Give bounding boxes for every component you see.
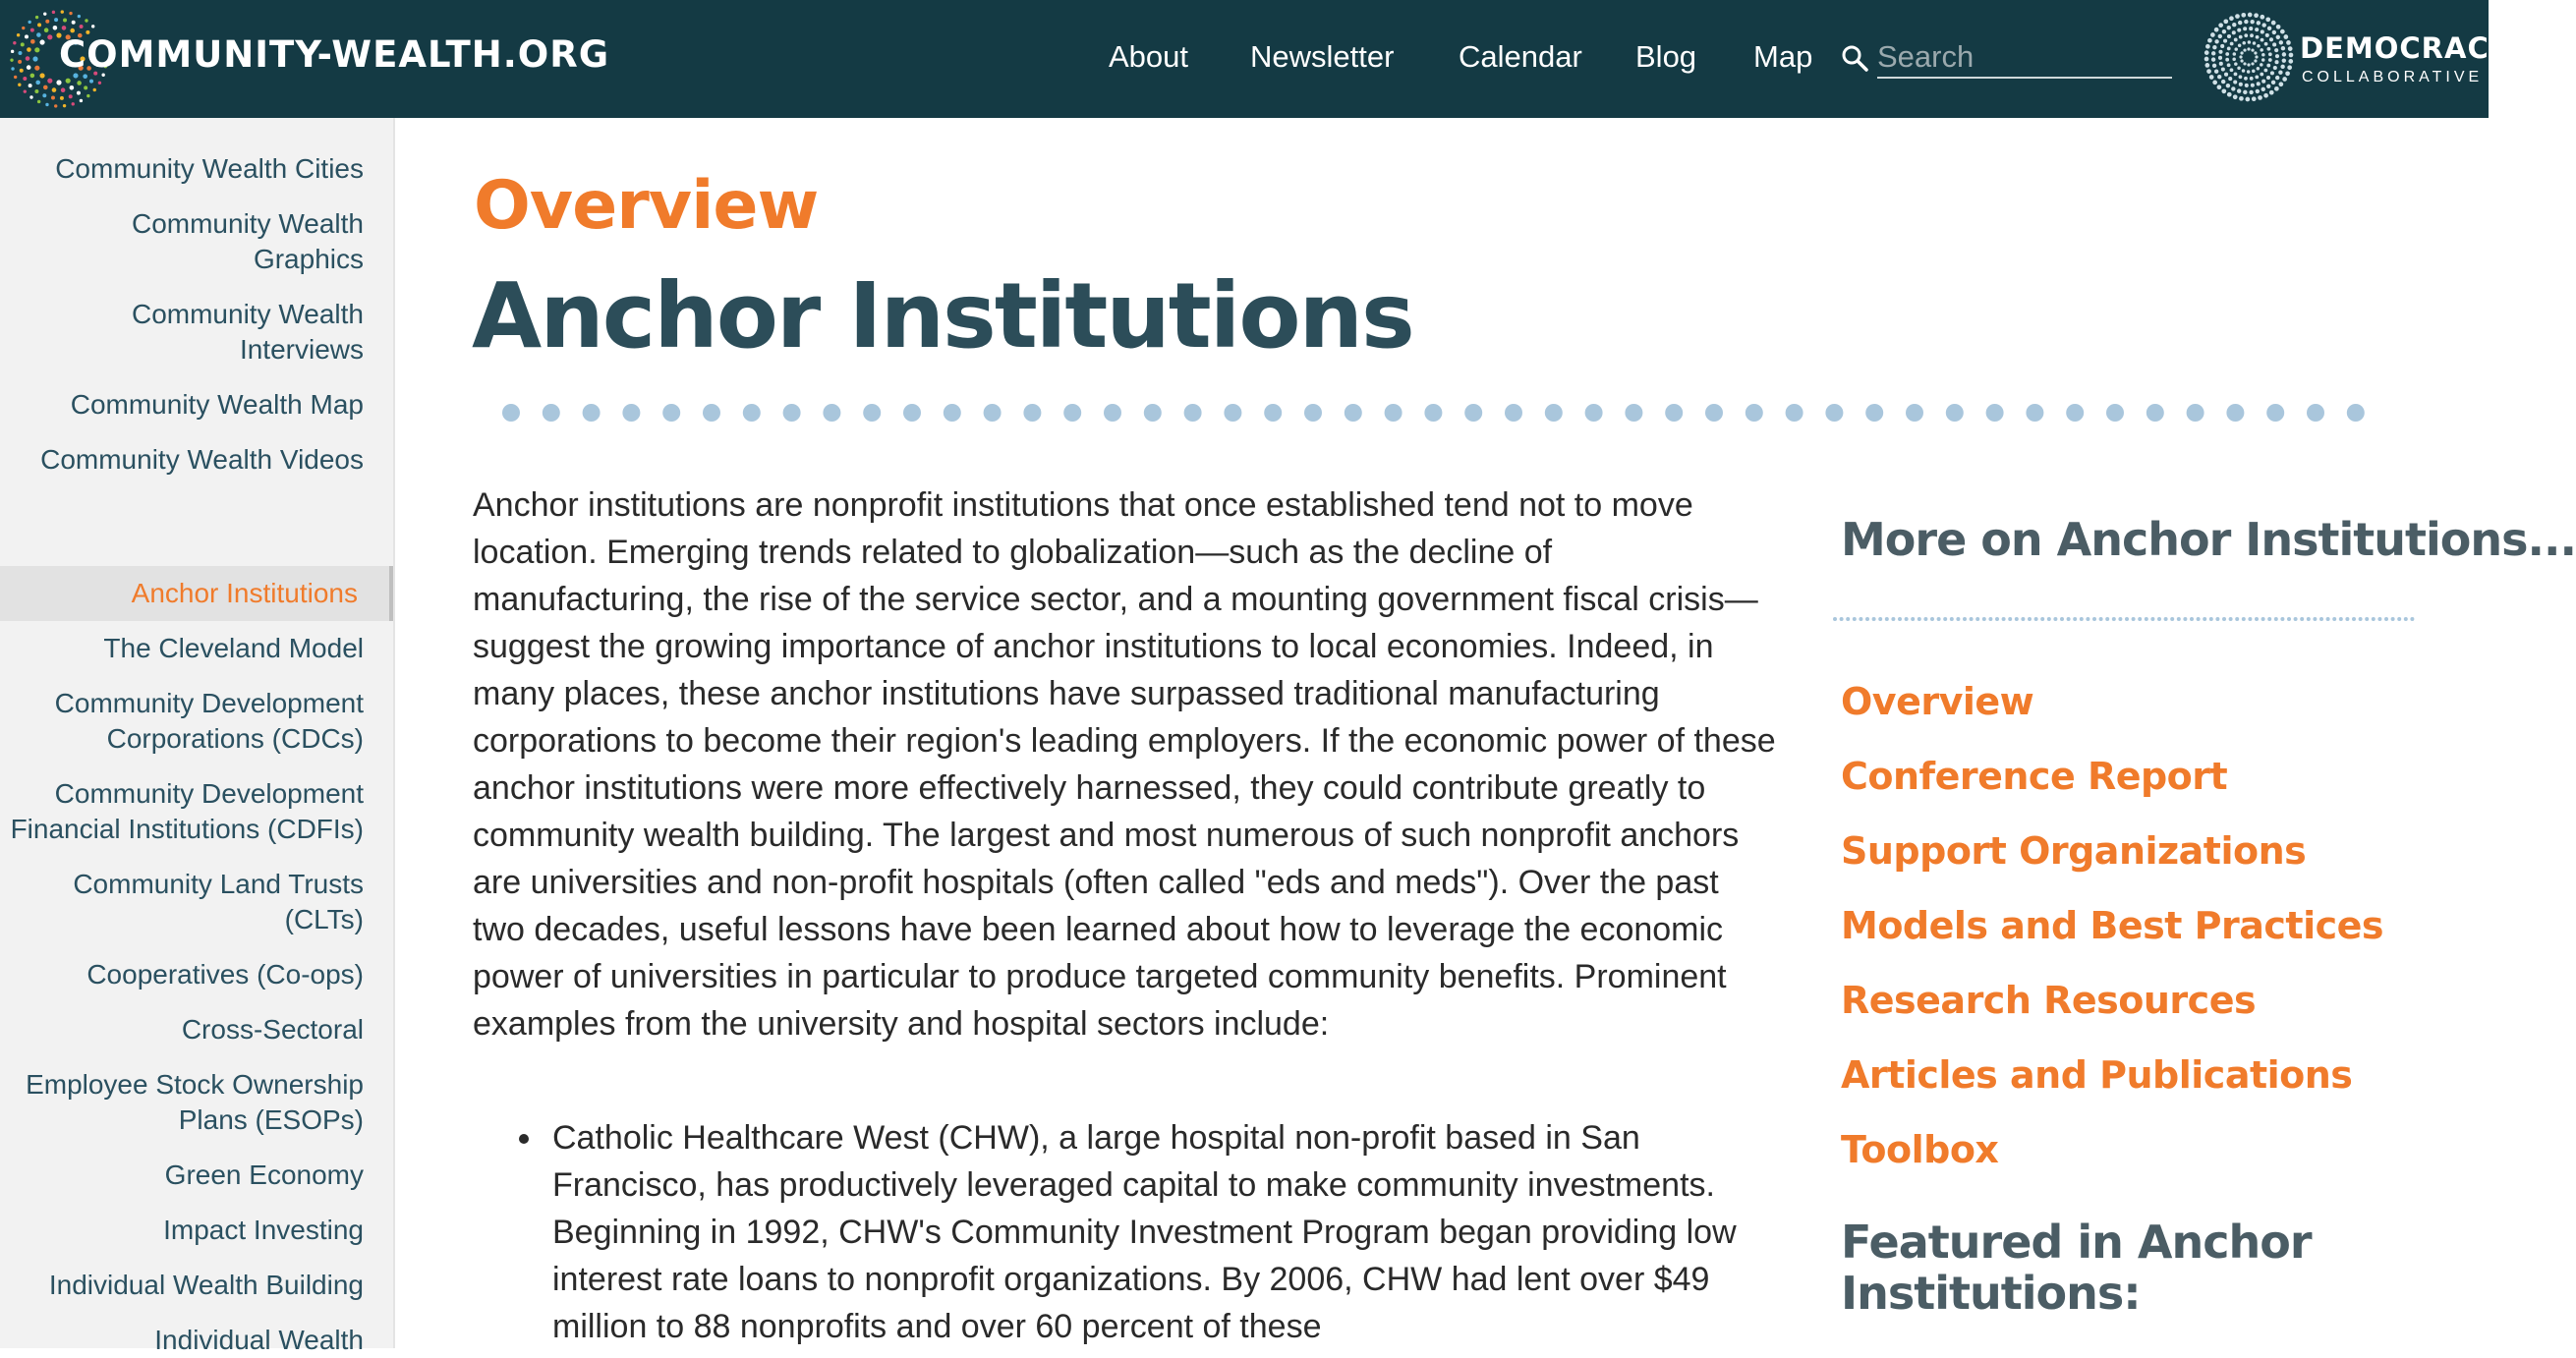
nav-map[interactable]: Map — [1753, 39, 1813, 74]
sidebar-item-community-wealth-cities[interactable]: Community Wealth Cities — [55, 153, 364, 184]
section-label: Overview — [474, 167, 819, 245]
sidebar-nav — [0, 118, 395, 1355]
site-name: COMMUNITY-WEALTH.ORG — [59, 33, 610, 76]
search-input[interactable] — [1877, 37, 2172, 79]
sidebar-item-individual-wealth[interactable]: Individual Wealth — [154, 1325, 364, 1355]
sidebar-item-esops[interactable]: Employee Stock Ownership Plans (ESOPs) — [26, 1069, 364, 1135]
sidebar-item-community-wealth-map[interactable]: Community Wealth Map — [70, 389, 364, 420]
link-research-resources[interactable]: Research Resources — [1841, 979, 2257, 1022]
sidebar-item-community-wealth-interviews[interactable]: Community Wealth Interviews — [131, 299, 364, 365]
sidebar-item-green-economy[interactable]: Green Economy — [164, 1160, 364, 1190]
intro-paragraph: Anchor institutions are nonprofit institutions that once established tend not to move location. Emerging trends related to globalization—such as the decline of manufacturing, the rise of the service sector, and a mounting government fiscal crisis—suggest the growing importance of anchor institutions to local economies. Indeed, in many places, these anchor institutions have surpassed traditional manufacturing corporations to become their region's leading employers. If the economic power of these anchor institutions were more effectively harnessed, they could contribute greatly to community wealth building. The largest and most numerous of such nonprofit anchors are universities and non-profit hospitals (often called "eds and meds"). Over the past two decades, useful lessons have been learned about how to leverage the economic power of universities in particular to produce targeted community benefits. Prominent examples from the university and hospital sectors include: — [473, 486, 1776, 1043]
sidebar-item-clts[interactable]: Community Land Trusts (CLTs) — [73, 869, 364, 934]
more-on-heading: More on Anchor Institutions... — [1841, 513, 2576, 566]
sidebar-item-cross-sectoral[interactable]: Cross-Sectoral — [181, 1014, 364, 1045]
sidebar-item-individual-wealth-building[interactable]: Individual Wealth Building — [48, 1270, 364, 1300]
featured-heading: Featured in Anchor Institutions: — [1841, 1216, 2312, 1320]
democracy-collaborative-logo[interactable] — [2202, 10, 2511, 108]
sidebar-item-community-wealth-graphics[interactable]: Community Wealth Graphics — [131, 208, 364, 274]
nav-newsletter[interactable]: Newsletter — [1250, 39, 1395, 74]
nav-about[interactable]: About — [1109, 39, 1189, 74]
page-title: Anchor Institutions — [472, 263, 1413, 368]
link-toolbox[interactable]: Toolbox — [1841, 1128, 1999, 1171]
bullet-icon — [519, 1134, 529, 1144]
nav-calendar[interactable]: Calendar — [1459, 39, 1582, 74]
search-icon[interactable] — [1840, 43, 1869, 73]
link-overview[interactable]: Overview — [1841, 680, 2034, 723]
link-models-best-practices[interactable]: Models and Best Practices — [1841, 904, 2384, 947]
nav-blog[interactable]: Blog — [1635, 39, 1697, 74]
examples-list — [511, 1114, 1779, 1350]
sidebar-item-cdcs[interactable]: Community Development Corporations (CDCs) — [54, 688, 364, 754]
list-item-text: Catholic Healthcare West (CHW), a large hospital non-profit based in San Francisco, has productively leveraged capital to make community investments. Beginning in 1992, CHW's Community Investment Program began providing low interest rate loans to nonprofit organizations. By 2006, CHW had lent over $49 million to 88 nonprofits and over 60 percent of these — [552, 1119, 1737, 1345]
sidebar-item-community-wealth-videos[interactable]: Community Wealth Videos — [40, 444, 364, 475]
dotted-divider — [501, 403, 2388, 423]
partner-name-line1: DEMOCRACY — [2300, 31, 2511, 65]
list-item — [511, 1114, 1779, 1350]
sidebar-item-cooperatives[interactable]: Cooperatives (Co-ops) — [86, 959, 364, 990]
link-articles-publications[interactable]: Articles and Publications — [1841, 1053, 2353, 1097]
search-box — [1840, 33, 2174, 83]
partner-name-line2: COLLABORATIVE — [2302, 69, 2484, 85]
link-conference-report[interactable]: Conference Report — [1841, 755, 2228, 798]
sidebar-item-cdfis[interactable]: Community Development Financial Institutions (CDFIs) — [10, 778, 364, 844]
sidebar-item-anchor-institutions[interactable]: Anchor Institutions — [0, 566, 393, 621]
dotted-divider-small — [1832, 615, 2422, 623]
site-header — [0, 0, 2511, 118]
sidebar-item-impact-investing[interactable]: Impact Investing — [163, 1215, 364, 1245]
site-logo[interactable] — [10, 6, 610, 112]
sidebar-item-cleveland-model[interactable]: The Cleveland Model — [103, 633, 364, 663]
starburst-logo-icon — [2202, 10, 2296, 104]
link-support-organizations[interactable]: Support Organizations — [1841, 829, 2307, 873]
